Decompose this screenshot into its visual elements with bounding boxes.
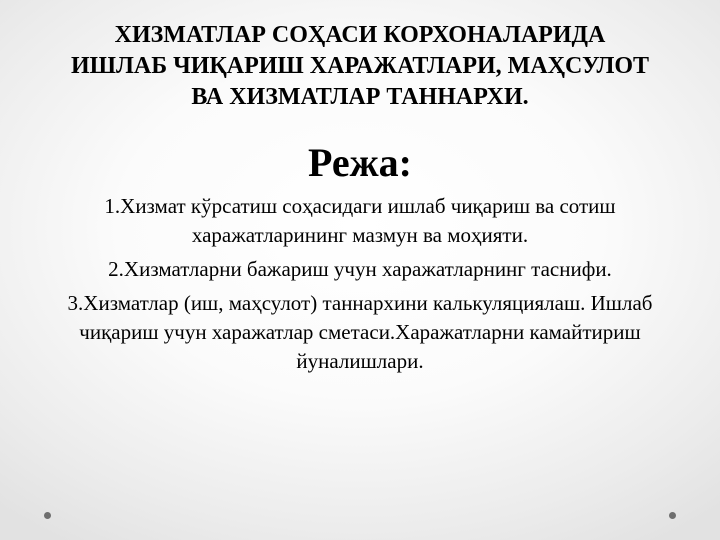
plan-item [10, 289, 710, 376]
title-line: ХИЗМАТЛАР СОҲАСИ КОРХОНАЛАРИДА [114, 22, 606, 48]
corner-dot-bullet [669, 512, 676, 519]
plan-item-line: 3.Хизматлар (иш, маҳсулот) таннархини калькуляциялаш. Ишлаб [67, 291, 653, 315]
plan-item-line: харажатларининг мазмун ва моҳияти. [191, 223, 529, 247]
title-line: ВА ХИЗМАТЛАР ТАННАРХИ. [191, 84, 529, 110]
title-line: ИШЛАБ ЧИҚАРИШ ХАРАЖАТЛАРИ, МАҲСУЛОТ [70, 53, 650, 79]
plan-list [10, 192, 710, 381]
plan-item-line: йуналишлари. [296, 349, 424, 373]
plan-heading: Режа: [308, 140, 412, 185]
plan-item-line: чиқариш учун харажатлар сметаси.Харажатларни камайтириш [79, 320, 641, 344]
plan-item [10, 255, 710, 284]
corner-dot-bullet [44, 512, 51, 519]
plan-item-line: 1.Хизмат кўрсатиш соҳасидаги ишлаб чиқариш ва сотиш [104, 194, 616, 218]
plan-item-line: 2.Хизматларни бажариш учун харажатларнинг таснифи. [108, 257, 612, 281]
plan-item [10, 192, 710, 250]
slide-title [0, 20, 720, 113]
